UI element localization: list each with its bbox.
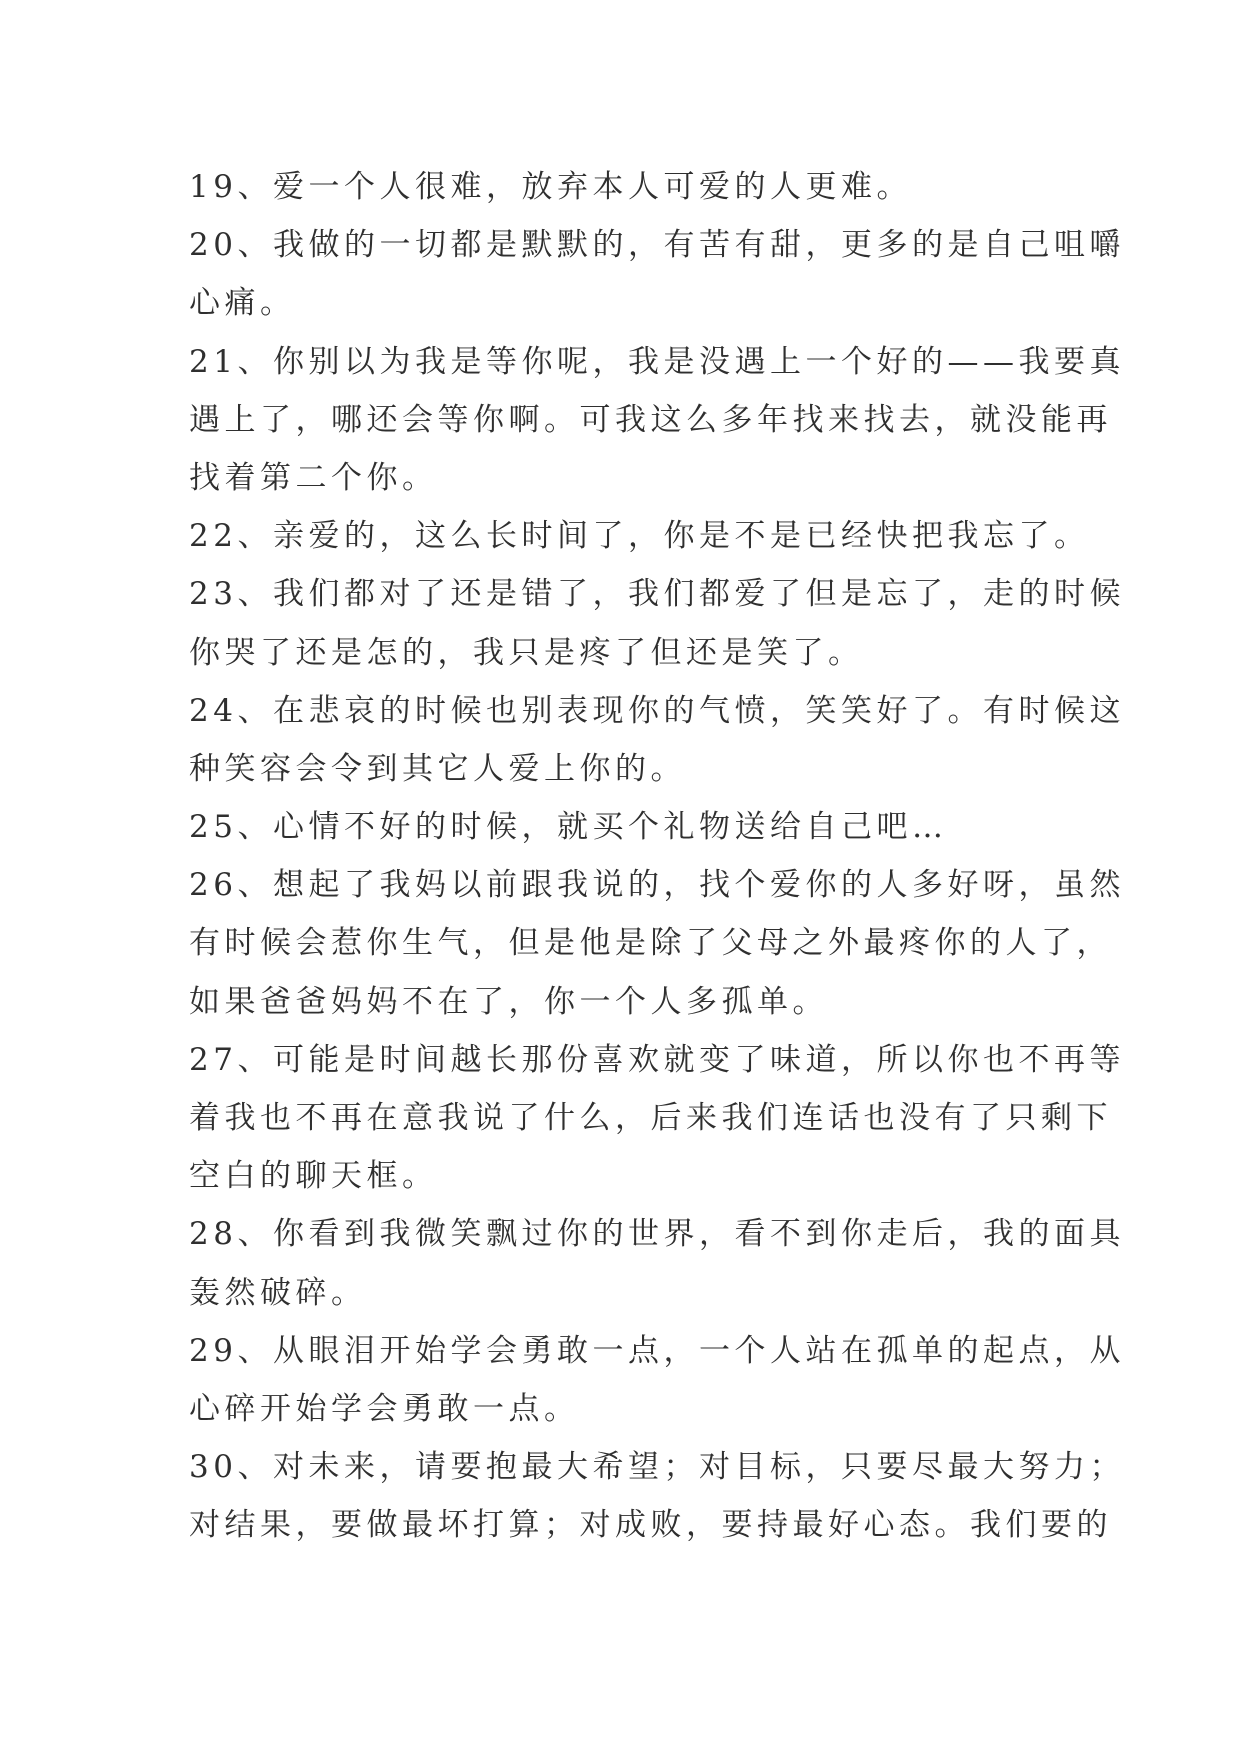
text-line: 27、可能是时间越长那份喜欢就变了味道，所以你也不再等 xyxy=(189,1041,1125,1078)
text-line: 26、想起了我妈以前跟我说的，找个爱你的人多好呀，虽然 xyxy=(189,867,1125,904)
text-line: 遇上了，哪还会等你啊。可我这么多年找来找去，就没能再 xyxy=(189,401,1112,438)
text-line: 找着第二个你。 xyxy=(189,459,438,496)
body-text xyxy=(189,158,1125,1555)
text-line: 23、我们都对了还是错了，我们都爱了但是忘了，走的时候 xyxy=(189,576,1125,613)
text-line: 20、我做的一切都是默默的，有苦有甜，更多的是自己咀嚼 xyxy=(189,227,1125,264)
text-line: 29、从眼泪开始学会勇敢一点，一个人站在孤单的起点，从 xyxy=(189,1332,1125,1369)
text-line: 19、爱一个人很难，放弃本人可爱的人更难。 xyxy=(189,169,912,205)
text-line: 21、你别以为我是等你呢，我是没遇上一个好的——我要真 xyxy=(189,343,1125,380)
text-line: 25、心情不好的时候，就买个礼物送给自己吧… xyxy=(189,809,948,846)
text-line: 心痛。 xyxy=(189,285,296,322)
text-line: 24、在悲哀的时候也别表现你的气愤，笑笑好了。有时候这 xyxy=(189,692,1125,729)
text-line: 种笑容会令到其它人爱上你的。 xyxy=(189,750,686,787)
text-line: 如果爸爸妈妈不在了，你一个人多孤单。 xyxy=(189,983,828,1020)
text-line: 30、对未来，请要抱最大希望；对目标，只要尽最大努力； xyxy=(189,1449,1125,1486)
text-line: 轰然破碎。 xyxy=(189,1274,367,1311)
text-line: 22、亲爱的，这么长时间了，你是不是已经快把我忘了。 xyxy=(189,518,1090,555)
text-line: 你哭了还是怎的，我只是疼了但还是笑了。 xyxy=(189,634,864,671)
text-line: 着我也不再在意我说了什么，后来我们连话也没有了只剩下 xyxy=(189,1100,1112,1136)
text-line: 心碎开始学会勇敢一点。 xyxy=(189,1390,580,1427)
text-line: 有时候会惹你生气，但是他是除了父母之外最疼你的人了， xyxy=(189,925,1112,962)
text-line: 28、你看到我微笑飘过你的世界，看不到你走后，我的面具 xyxy=(189,1216,1125,1253)
text-line: 对结果，要做最坏打算；对成败，要持最好心态。我们要的 xyxy=(189,1507,1112,1544)
text-line: 空白的聊天框。 xyxy=(189,1158,438,1195)
